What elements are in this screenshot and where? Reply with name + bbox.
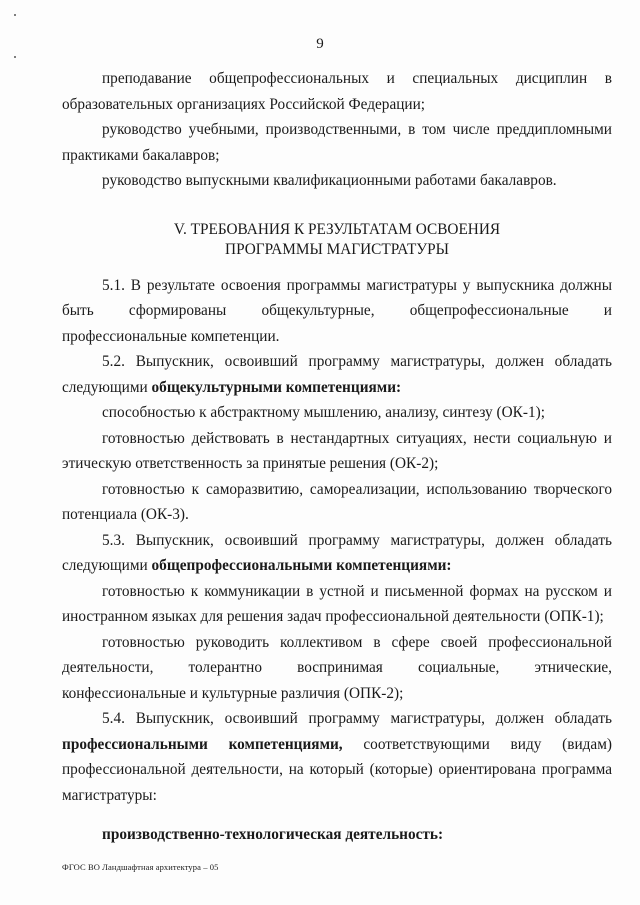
paragraph-5-2-bold: общекультурными компетенциями:	[151, 378, 402, 396]
paragraph-thesis-supervision: руководство выпускными квалификационными работами бакалавров.	[102, 172, 557, 189]
paragraph-5-2	[62, 349, 612, 400]
ok-3-item: готовностью к саморазвитию, самореализации, использованию творческого потенциала (ОК-3).	[62, 480, 612, 523]
paragraph-5-2-text: 5.2. Выпускник, освоивший программу магистратуры, должен обладать следующими	[62, 353, 612, 396]
scan-speck	[14, 14, 16, 16]
paragraph-5-4	[62, 706, 612, 808]
paragraph-5-1: 5.1. В результате освоения программы магистратуры у выпускника должны быть сформированы общекультурные, общепрофессиональные и профессиональные компетенции.	[62, 276, 612, 345]
footer-standard-code: ФГОС ВО Ландшафтная архитектура – 05	[62, 862, 219, 872]
activity-type-subheading: производственно-технологическая деятельность:	[102, 826, 444, 843]
paragraph-practice-supervision: руководство учебными, производственными, в том числе преддипломными практиками бакалавров;	[62, 121, 612, 164]
paragraph-5-4-text-after: соответствующими виду (видам) профессиональной деятельности, на который (которые) ориентирована программа магистратуры:	[62, 735, 612, 804]
opk-1-item: готовностью к коммуникации в устной и письменной формах на русском и иностранном языках для решения задач профессиональной деятельности (ОПК-1);	[62, 582, 612, 625]
paragraph-5-4-bold: профессиональными компетенциями,	[62, 735, 343, 753]
section-heading	[62, 220, 612, 260]
paragraph-teaching: преподавание общепрофессиональных и специальных дисциплин в образовательных организациях Российской Федерации;	[62, 70, 612, 113]
paragraph-5-3-bold: общепрофессиональными компетенциями:	[151, 557, 452, 574]
paragraph-5-3	[62, 528, 612, 579]
ok-2-item: готовностью действовать в нестандартных ситуациях, нести социальную и этическую ответственность за принятые решения (ОК-2);	[62, 429, 612, 472]
paragraph-5-3-text: 5.3. Выпускник, освоивший программу магистратуры, должен обладать следующими	[62, 531, 612, 574]
document-body	[62, 66, 612, 847]
ok-1-item: способностью к абстрактному мышлению, анализу, синтезу (ОК-1);	[102, 404, 545, 421]
paragraph-5-4-text-before: 5.4. Выпускник, освоивший программу магистратуры, должен обладать	[102, 710, 612, 727]
scan-speck	[14, 56, 16, 58]
page-number: 9	[316, 36, 324, 52]
opk-2-item: готовностью руководить коллективом в сфере своей профессиональной деятельности, толерантно воспринимая социальные, этнические, конфессиональные и культурные различия (ОПК-2);	[62, 633, 612, 702]
section-heading-line-1: V. ТРЕБОВАНИЯ К РЕЗУЛЬТАТАМ ОСВОЕНИЯ	[173, 220, 501, 238]
section-heading-line-2: ПРОГРАММЫ МАГИСТРАТУРЫ	[225, 240, 449, 258]
